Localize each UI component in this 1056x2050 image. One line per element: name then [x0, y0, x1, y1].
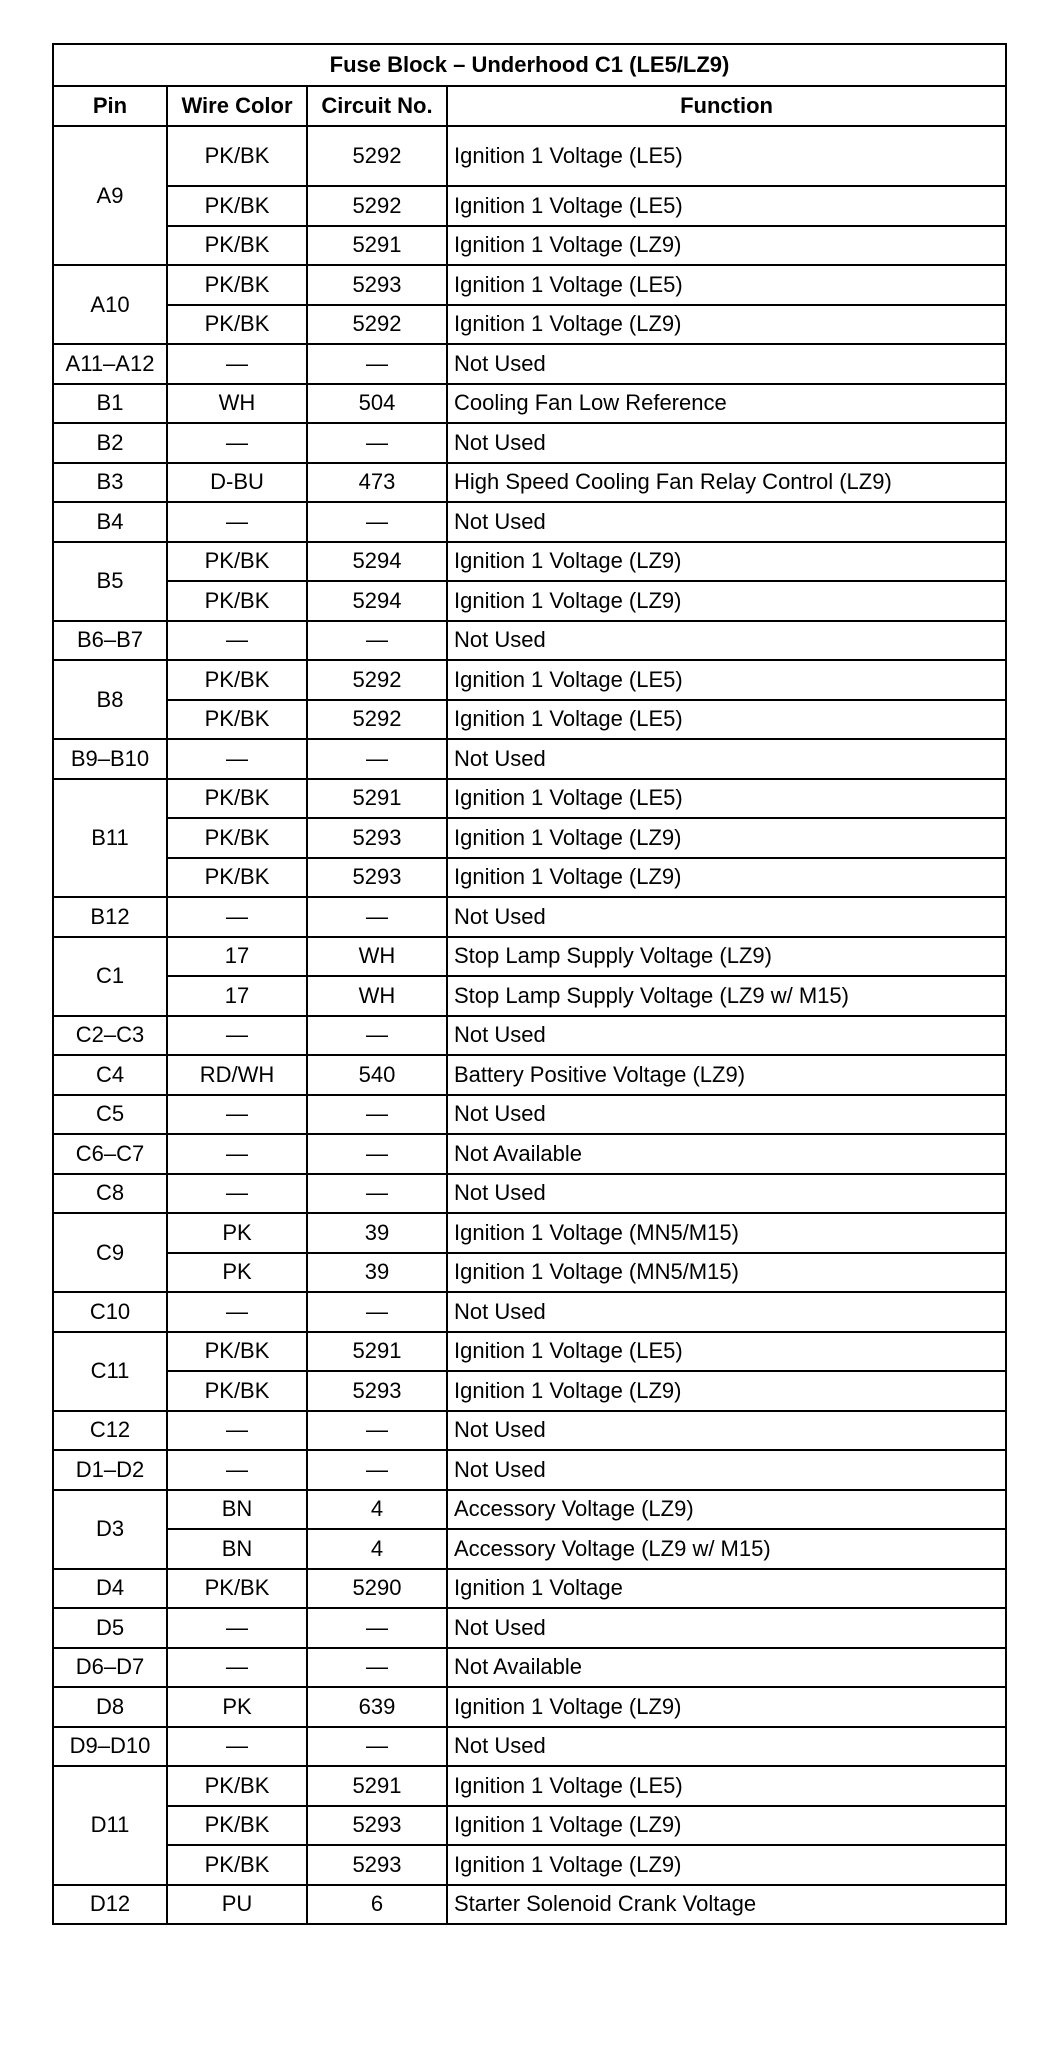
circuit-no-cell: 4: [307, 1490, 447, 1530]
pin-cell: D9–D10: [53, 1727, 167, 1767]
wire-color-cell: PK: [167, 1687, 307, 1727]
function-cell: Starter Solenoid Crank Voltage: [447, 1885, 1006, 1925]
table-row: [53, 581, 1006, 621]
function-cell: Ignition 1 Voltage (LZ9): [447, 1687, 1006, 1727]
function-cell: Ignition 1 Voltage (LE5): [447, 126, 1006, 186]
wire-color-cell: —: [167, 1016, 307, 1056]
pin-cell: D12: [53, 1885, 167, 1925]
table-row: [53, 1687, 1006, 1727]
table-row: [53, 1608, 1006, 1648]
circuit-no-cell: 639: [307, 1687, 447, 1727]
table-row: [53, 1529, 1006, 1569]
table-row: [53, 779, 1006, 819]
pin-cell: B12: [53, 897, 167, 937]
wire-color-cell: PK/BK: [167, 858, 307, 898]
circuit-no-cell: 4: [307, 1529, 447, 1569]
circuit-no-cell: 5293: [307, 1371, 447, 1411]
function-cell: Not Used: [447, 502, 1006, 542]
function-cell: Ignition 1 Voltage (MN5/M15): [447, 1253, 1006, 1293]
circuit-no-cell: —: [307, 1727, 447, 1767]
wire-color-cell: PK: [167, 1213, 307, 1253]
function-cell: Not Used: [447, 344, 1006, 384]
function-cell: Ignition 1 Voltage (LE5): [447, 660, 1006, 700]
circuit-no-cell: —: [307, 621, 447, 661]
pin-cell: A10: [53, 265, 167, 344]
function-cell: High Speed Cooling Fan Relay Control (LZ9): [447, 463, 1006, 503]
pin-cell: B8: [53, 660, 167, 739]
function-cell: Accessory Voltage (LZ9 w/ M15): [447, 1529, 1006, 1569]
circuit-no-cell: —: [307, 1608, 447, 1648]
wire-color-cell: PU: [167, 1885, 307, 1925]
circuit-no-cell: 5293: [307, 1806, 447, 1846]
pin-cell: C6–C7: [53, 1134, 167, 1174]
wire-color-cell: PK/BK: [167, 1845, 307, 1885]
table-row: [53, 1292, 1006, 1332]
function-cell: Cooling Fan Low Reference: [447, 384, 1006, 424]
wire-color-cell: WH: [167, 384, 307, 424]
table-row: [53, 423, 1006, 463]
function-cell: Ignition 1 Voltage (LZ9): [447, 1371, 1006, 1411]
table-row: [53, 1845, 1006, 1885]
table-row: [53, 621, 1006, 661]
table-row: [53, 1055, 1006, 1095]
pin-cell: C1: [53, 937, 167, 1016]
table-row: [53, 1174, 1006, 1214]
wire-color-cell: —: [167, 1411, 307, 1451]
table-row: [53, 818, 1006, 858]
function-cell: Not Available: [447, 1648, 1006, 1688]
wire-color-cell: —: [167, 1727, 307, 1767]
pin-cell: C10: [53, 1292, 167, 1332]
wire-color-cell: —: [167, 1134, 307, 1174]
table-row: [53, 1095, 1006, 1135]
header-function: Function: [447, 86, 1006, 126]
circuit-no-cell: WH: [307, 937, 447, 977]
function-cell: Not Used: [447, 1411, 1006, 1451]
wire-color-cell: PK/BK: [167, 818, 307, 858]
pin-cell: C9: [53, 1213, 167, 1292]
table-row: [53, 542, 1006, 582]
pin-cell: D5: [53, 1608, 167, 1648]
pin-cell: B6–B7: [53, 621, 167, 661]
circuit-no-cell: 5292: [307, 186, 447, 226]
wire-color-cell: PK/BK: [167, 660, 307, 700]
table-row: [53, 976, 1006, 1016]
function-cell: Ignition 1 Voltage (LE5): [447, 1766, 1006, 1806]
header-circuit-no: Circuit No.: [307, 86, 447, 126]
function-cell: Not Used: [447, 1292, 1006, 1332]
function-cell: Ignition 1 Voltage (LZ9): [447, 818, 1006, 858]
circuit-no-cell: —: [307, 423, 447, 463]
circuit-no-cell: 5293: [307, 1845, 447, 1885]
wire-color-cell: —: [167, 1450, 307, 1490]
pin-cell: C12: [53, 1411, 167, 1451]
pin-cell: D1–D2: [53, 1450, 167, 1490]
circuit-no-cell: 504: [307, 384, 447, 424]
wire-color-cell: PK/BK: [167, 126, 307, 186]
circuit-no-cell: —: [307, 344, 447, 384]
pin-cell: D3: [53, 1490, 167, 1569]
function-cell: Not Used: [447, 1016, 1006, 1056]
circuit-no-cell: 5292: [307, 700, 447, 740]
wire-color-cell: —: [167, 344, 307, 384]
table-row: [53, 1371, 1006, 1411]
wire-color-cell: —: [167, 1608, 307, 1648]
table-row: [53, 1213, 1006, 1253]
function-cell: Not Used: [447, 739, 1006, 779]
function-cell: Stop Lamp Supply Voltage (LZ9 w/ M15): [447, 976, 1006, 1016]
circuit-no-cell: 5293: [307, 818, 447, 858]
pin-cell: B4: [53, 502, 167, 542]
function-cell: Ignition 1 Voltage (LZ9): [447, 1806, 1006, 1846]
wire-color-cell: —: [167, 502, 307, 542]
circuit-no-cell: 5291: [307, 226, 447, 266]
function-cell: Ignition 1 Voltage (LZ9): [447, 542, 1006, 582]
function-cell: Not Used: [447, 1450, 1006, 1490]
wire-color-cell: —: [167, 739, 307, 779]
wire-color-cell: —: [167, 1174, 307, 1214]
table-row: [53, 305, 1006, 345]
circuit-no-cell: 39: [307, 1213, 447, 1253]
pin-cell: A11–A12: [53, 344, 167, 384]
wire-color-cell: —: [167, 1648, 307, 1688]
pin-cell: C8: [53, 1174, 167, 1214]
wire-color-cell: BN: [167, 1490, 307, 1530]
pin-cell: B9–B10: [53, 739, 167, 779]
table-row: [53, 1332, 1006, 1372]
pin-cell: B3: [53, 463, 167, 503]
circuit-no-cell: 473: [307, 463, 447, 503]
function-cell: Not Used: [447, 1608, 1006, 1648]
function-cell: Not Used: [447, 1095, 1006, 1135]
table-row: [53, 186, 1006, 226]
table-row: [53, 937, 1006, 977]
pin-cell: B11: [53, 779, 167, 898]
wire-color-cell: —: [167, 423, 307, 463]
wire-color-cell: PK/BK: [167, 226, 307, 266]
circuit-no-cell: 5291: [307, 779, 447, 819]
table-row: [53, 660, 1006, 700]
function-cell: Not Used: [447, 423, 1006, 463]
function-cell: Ignition 1 Voltage: [447, 1569, 1006, 1609]
wire-color-cell: PK/BK: [167, 1371, 307, 1411]
table-row: [53, 739, 1006, 779]
wire-color-cell: RD/WH: [167, 1055, 307, 1095]
function-cell: Ignition 1 Voltage (LZ9): [447, 226, 1006, 266]
function-cell: Ignition 1 Voltage (LE5): [447, 186, 1006, 226]
wire-color-cell: D-BU: [167, 463, 307, 503]
circuit-no-cell: —: [307, 1016, 447, 1056]
circuit-no-cell: 540: [307, 1055, 447, 1095]
circuit-no-cell: —: [307, 739, 447, 779]
wire-color-cell: 17: [167, 937, 307, 977]
wire-color-cell: —: [167, 897, 307, 937]
table-row: [53, 1885, 1006, 1925]
function-cell: Ignition 1 Voltage (LZ9): [447, 581, 1006, 621]
function-cell: Ignition 1 Voltage (MN5/M15): [447, 1213, 1006, 1253]
table-row: [53, 897, 1006, 937]
pin-cell: B5: [53, 542, 167, 621]
wire-color-cell: —: [167, 1292, 307, 1332]
function-cell: Accessory Voltage (LZ9): [447, 1490, 1006, 1530]
function-cell: Ignition 1 Voltage (LE5): [447, 700, 1006, 740]
circuit-no-cell: —: [307, 1174, 447, 1214]
function-cell: Stop Lamp Supply Voltage (LZ9): [447, 937, 1006, 977]
circuit-no-cell: —: [307, 1134, 447, 1174]
circuit-no-cell: 5294: [307, 542, 447, 582]
circuit-no-cell: 5293: [307, 265, 447, 305]
circuit-no-cell: —: [307, 1450, 447, 1490]
table-row: [53, 1134, 1006, 1174]
pin-cell: B1: [53, 384, 167, 424]
circuit-no-cell: 5292: [307, 305, 447, 345]
circuit-no-cell: —: [307, 1411, 447, 1451]
table-row: [53, 700, 1006, 740]
table-row: [53, 1648, 1006, 1688]
wire-color-cell: PK/BK: [167, 265, 307, 305]
header-wire-color: Wire Color: [167, 86, 307, 126]
table-row: [53, 384, 1006, 424]
header-pin: Pin: [53, 86, 167, 126]
circuit-no-cell: 39: [307, 1253, 447, 1293]
circuit-no-cell: 6: [307, 1885, 447, 1925]
function-cell: Ignition 1 Voltage (LE5): [447, 1332, 1006, 1372]
wire-color-cell: PK/BK: [167, 1569, 307, 1609]
pin-cell: C2–C3: [53, 1016, 167, 1056]
table-row: [53, 1727, 1006, 1767]
table-row: [53, 463, 1006, 503]
function-cell: Ignition 1 Voltage (LZ9): [447, 858, 1006, 898]
wire-color-cell: PK/BK: [167, 779, 307, 819]
table-row: [53, 858, 1006, 898]
wire-color-cell: —: [167, 621, 307, 661]
wire-color-cell: BN: [167, 1529, 307, 1569]
table-title: Fuse Block – Underhood C1 (LE5/LZ9): [53, 44, 1006, 86]
table-row: [53, 1766, 1006, 1806]
pin-cell: D6–D7: [53, 1648, 167, 1688]
pin-cell: D11: [53, 1766, 167, 1885]
table-row: [53, 1806, 1006, 1846]
fuse-block-table: [52, 43, 1007, 1925]
wire-color-cell: PK/BK: [167, 186, 307, 226]
wire-color-cell: PK/BK: [167, 581, 307, 621]
table-row: [53, 1490, 1006, 1530]
circuit-no-cell: —: [307, 1292, 447, 1332]
circuit-no-cell: —: [307, 1648, 447, 1688]
function-cell: Ignition 1 Voltage (LE5): [447, 265, 1006, 305]
function-cell: Ignition 1 Voltage (LZ9): [447, 305, 1006, 345]
pin-cell: C11: [53, 1332, 167, 1411]
circuit-no-cell: 5294: [307, 581, 447, 621]
function-cell: Not Available: [447, 1134, 1006, 1174]
wire-color-cell: PK/BK: [167, 700, 307, 740]
wire-color-cell: PK/BK: [167, 305, 307, 345]
function-cell: Not Used: [447, 621, 1006, 661]
wire-color-cell: PK/BK: [167, 1766, 307, 1806]
table-row: [53, 1569, 1006, 1609]
table-row: [53, 344, 1006, 384]
pin-cell: B2: [53, 423, 167, 463]
table-row: [53, 226, 1006, 266]
wire-color-cell: PK/BK: [167, 1806, 307, 1846]
circuit-no-cell: —: [307, 502, 447, 542]
wire-color-cell: PK/BK: [167, 1332, 307, 1372]
function-cell: Ignition 1 Voltage (LE5): [447, 779, 1006, 819]
circuit-no-cell: 5291: [307, 1766, 447, 1806]
pin-cell: D8: [53, 1687, 167, 1727]
circuit-no-cell: 5292: [307, 126, 447, 186]
circuit-no-cell: —: [307, 897, 447, 937]
circuit-no-cell: 5292: [307, 660, 447, 700]
function-cell: Ignition 1 Voltage (LZ9): [447, 1845, 1006, 1885]
table-row: [53, 502, 1006, 542]
table-body: [53, 126, 1006, 1924]
circuit-no-cell: 5290: [307, 1569, 447, 1609]
table-row: [53, 1016, 1006, 1056]
wire-color-cell: 17: [167, 976, 307, 1016]
table-row: [53, 1450, 1006, 1490]
circuit-no-cell: WH: [307, 976, 447, 1016]
wire-color-cell: PK/BK: [167, 542, 307, 582]
circuit-no-cell: —: [307, 1095, 447, 1135]
function-cell: Battery Positive Voltage (LZ9): [447, 1055, 1006, 1095]
pin-cell: A9: [53, 126, 167, 265]
function-cell: Not Used: [447, 897, 1006, 937]
table-row: [53, 1411, 1006, 1451]
circuit-no-cell: 5293: [307, 858, 447, 898]
table-row: [53, 265, 1006, 305]
function-cell: Not Used: [447, 1727, 1006, 1767]
function-cell: Not Used: [447, 1174, 1006, 1214]
circuit-no-cell: 5291: [307, 1332, 447, 1372]
table-row: [53, 1253, 1006, 1293]
pin-cell: D4: [53, 1569, 167, 1609]
pin-cell: C5: [53, 1095, 167, 1135]
wire-color-cell: PK: [167, 1253, 307, 1293]
pin-cell: C4: [53, 1055, 167, 1095]
wire-color-cell: —: [167, 1095, 307, 1135]
table-row: [53, 126, 1006, 186]
